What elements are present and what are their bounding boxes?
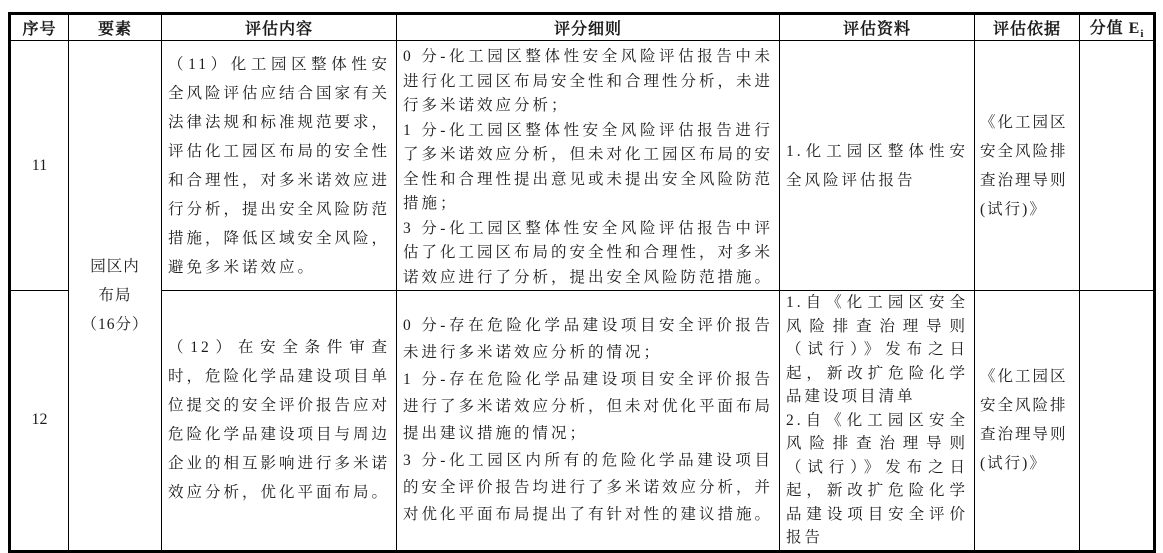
materials-cell-11 (780, 41, 975, 291)
seq-cell-12: 12 (10, 291, 69, 552)
element-cell-group (69, 41, 162, 552)
scoring-cell-11 (397, 41, 780, 291)
scoring-rule-item: 0 分-存在危险化学品建设项目安全评价报告未进行多米诺效应分析的情况； (403, 317, 773, 362)
scoring-rule-item: 1 分-化工园区整体性安全风险评估报告进行了多米诺效应分析，但未对化工园区布局的安全性和合理性提出意见或未提出安全风险防范措施； (403, 121, 774, 213)
materials-item: 1.化工园区整体性安全风险评估报告 (786, 142, 968, 189)
content-cell-12: （12）在安全条件审查时，危险化学品建设项目单位提交的安全评价报告应对危险化学品建设项目与周边企业的相互影响进行多米诺效应分析，优化平面布局。 (162, 291, 397, 552)
materials-item: 1.自《化工园区安全风险排查治理导则（试行）》发布之日起，新改扩危险化学品建设项目清单 (786, 294, 968, 406)
seq-cell-11: 11 (10, 41, 69, 291)
header-scoring: 评分细则 (397, 14, 780, 41)
scoring-rule-item: 1 分-存在危险化学品建设项目安全评价报告进行了多米诺效应分析，但未对优化平面布局提出建议措施的情况； (403, 371, 774, 443)
table-row-12 (10, 291, 1155, 552)
table-header-row (10, 14, 1155, 41)
scoring-rule-item: 0 分-化工园区整体性安全风险评估报告中未进行化工园区布局安全性和合理性分析，未进行多米诺效应分析； (403, 48, 774, 115)
header-score-subscript: i (1140, 28, 1144, 41)
header-score-label: 分值 E (1089, 20, 1141, 37)
header-basis: 评估依据 (975, 14, 1080, 41)
content-cell-11: （11）化工园区整体性安全风险评估应结合国家有关法律法规和标准规范要求，评估化工园区布局的安全性和合理性，对多米诺效应进行分析，提出安全风险防范措施，降低区域安全风险，避免多米诺效应。 (162, 41, 397, 291)
score-cell-11 (1080, 41, 1155, 291)
assessment-table (8, 12, 1156, 553)
table-row-11 (10, 41, 1155, 291)
element-line: 布局 (98, 286, 132, 304)
header-materials: 评估资料 (780, 14, 975, 41)
header-content: 评估内容 (162, 14, 397, 41)
materials-cell-12 (780, 291, 975, 552)
scoring-rule-item: 3 分-化工园区整体性安全风险评估报告中评估了化工园区布局的安全性和合理性，对多米诺效应进行了分析，提出安全风险防范措施。 (403, 219, 774, 286)
scoring-rule-item: 3 分-化工园区内所有的危险化学品建设项目的安全评价报告均进行了多米诺效应分析，并对优化平面布局提出了有针对性的建议措施。 (403, 452, 774, 524)
header-score (1080, 14, 1155, 41)
materials-item: 2.自《化工园区安全风险排查治理导则（试行）》发布之日起，新改扩危险化学品建设项目安全评价报告 (786, 411, 968, 547)
element-line: （16分） (81, 315, 149, 333)
scoring-cell-12 (397, 291, 780, 552)
basis-cell-11: 《化工园区安全风险排查治理导则(试行)》 (975, 41, 1080, 291)
basis-cell-12: 《化工园区安全风险排查治理导则(试行)》 (975, 291, 1080, 552)
header-element: 要素 (69, 14, 162, 41)
element-line: 园区内 (90, 257, 140, 275)
header-seq: 序号 (10, 14, 69, 41)
score-cell-12 (1080, 291, 1155, 552)
